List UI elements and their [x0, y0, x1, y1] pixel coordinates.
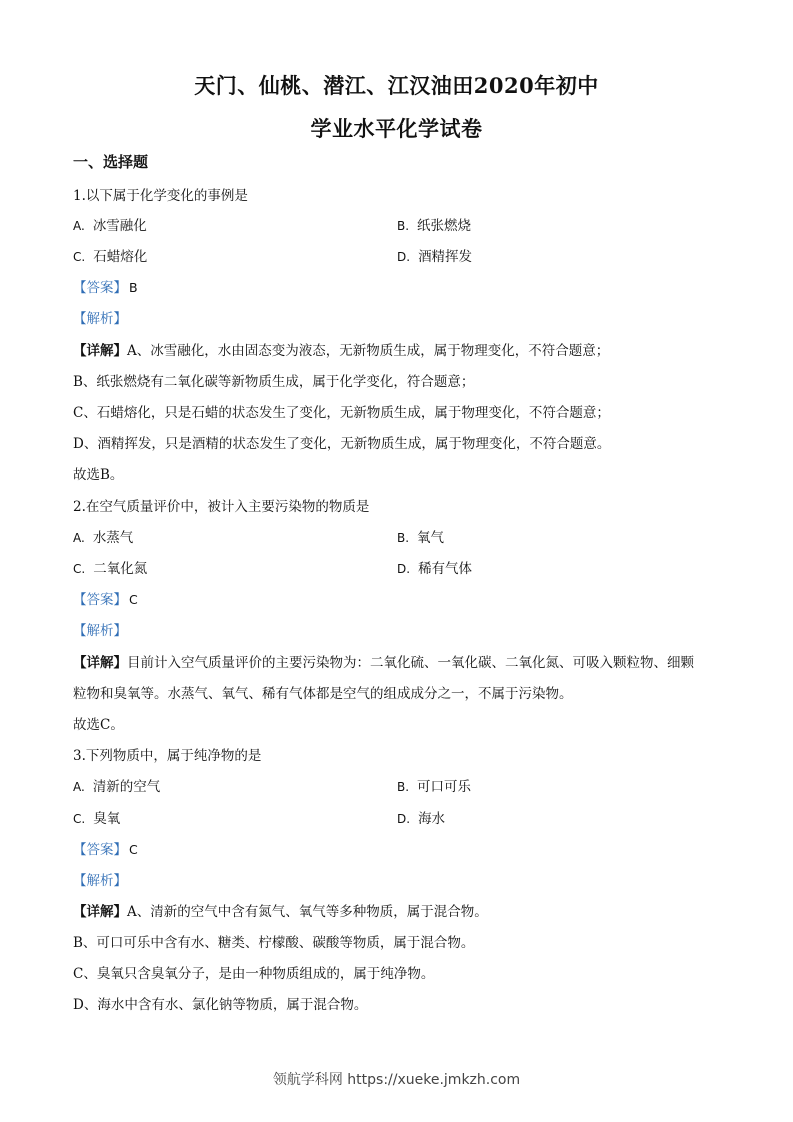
footer-watermark: 领航学科网 https://xueke.jmkzh.com: [272, 1072, 521, 1088]
question-2-stem: 2.在空气质量评价中，被计入主要污染物的物质是: [73, 499, 370, 515]
q1-option-d: D. 酒精挥发: [397, 249, 473, 265]
q1-answer: 【答案】 B: [73, 280, 138, 296]
q1-conclusion: 故选B。: [73, 467, 124, 483]
q3-detail-line: C、臭氧只含臭氧分子，是由一种物质组成的，属于纯净物。: [73, 966, 435, 982]
q2-detail-line: 粒物和臭氧等。水蒸气、氧气、稀有气体都是空气的组成成分之一，不属于污染物。: [73, 686, 573, 702]
q1-option-c: C. 石蜡熔化: [73, 249, 148, 265]
q3-analysis-label: 【解析】: [73, 873, 127, 889]
q1-detail-line: B、纸张燃烧有二氧化碳等新物质生成，属于化学变化，符合题意；: [73, 374, 475, 390]
q1-detail-line: 【详解】A、冰雪融化，水由固态变为液态，无新物质生成，属于物理变化，不符合题意；: [73, 343, 610, 359]
q2-option-b: B. 氧气: [397, 530, 445, 546]
title-line-2: 学业水平化学试卷: [310, 116, 483, 141]
q1-analysis-label: 【解析】: [73, 311, 127, 327]
q3-option-a: A. 清新的空气: [73, 779, 161, 795]
q2-conclusion: 故选C。: [73, 717, 124, 733]
question-1-stem: 1.以下属于化学变化的事例是: [73, 188, 248, 204]
title-line-1: 天门、仙桃、潜江、江汉油田2020年初中: [194, 73, 599, 98]
q1-detail-line: C、石蜡熔化，只是石蜡的状态发生了变化，无新物质生成，属于物理变化，不符合题意；: [73, 405, 610, 421]
q3-detail-line: D、海水中含有水、氯化钠等物质，属于混合物。: [73, 997, 368, 1013]
q2-answer: 【答案】 C: [73, 592, 138, 608]
q3-answer: 【答案】 C: [73, 842, 138, 858]
q3-option-d: D. 海水: [397, 811, 446, 827]
q2-detail-line: 【详解】目前计入空气质量评价的主要污染物为：二氧化硫、一氧化碳、二氧化氮、可吸入颗粒物、细颗: [73, 655, 694, 671]
question-3-stem: 3.下列物质中，属于纯净物的是: [73, 748, 262, 764]
q3-option-c: C. 臭氧: [73, 811, 121, 827]
q1-option-a: A. 冰雪融化: [73, 218, 147, 234]
q2-option-d: D. 稀有气体: [397, 561, 473, 577]
q3-option-b: B. 可口可乐: [397, 779, 472, 795]
q1-detail-line: D、酒精挥发，只是酒精的状态发生了变化，无新物质生成，属于物理变化，不符合题意。: [73, 436, 611, 452]
section-heading: 一、选择题: [73, 153, 149, 171]
q2-option-a: A. 水蒸气: [73, 530, 134, 546]
q3-detail-line: B、可口可乐中含有水、糖类、柠檬酸、碳酸等物质，属于混合物。: [73, 935, 475, 951]
q3-detail-line: 【详解】A、清新的空气中含有氮气、氧气等多种物质，属于混合物。: [73, 904, 488, 920]
q2-analysis-label: 【解析】: [73, 623, 127, 639]
q2-option-c: C. 二氧化氮: [73, 561, 148, 577]
q1-option-b: B. 纸张燃烧: [397, 218, 472, 234]
